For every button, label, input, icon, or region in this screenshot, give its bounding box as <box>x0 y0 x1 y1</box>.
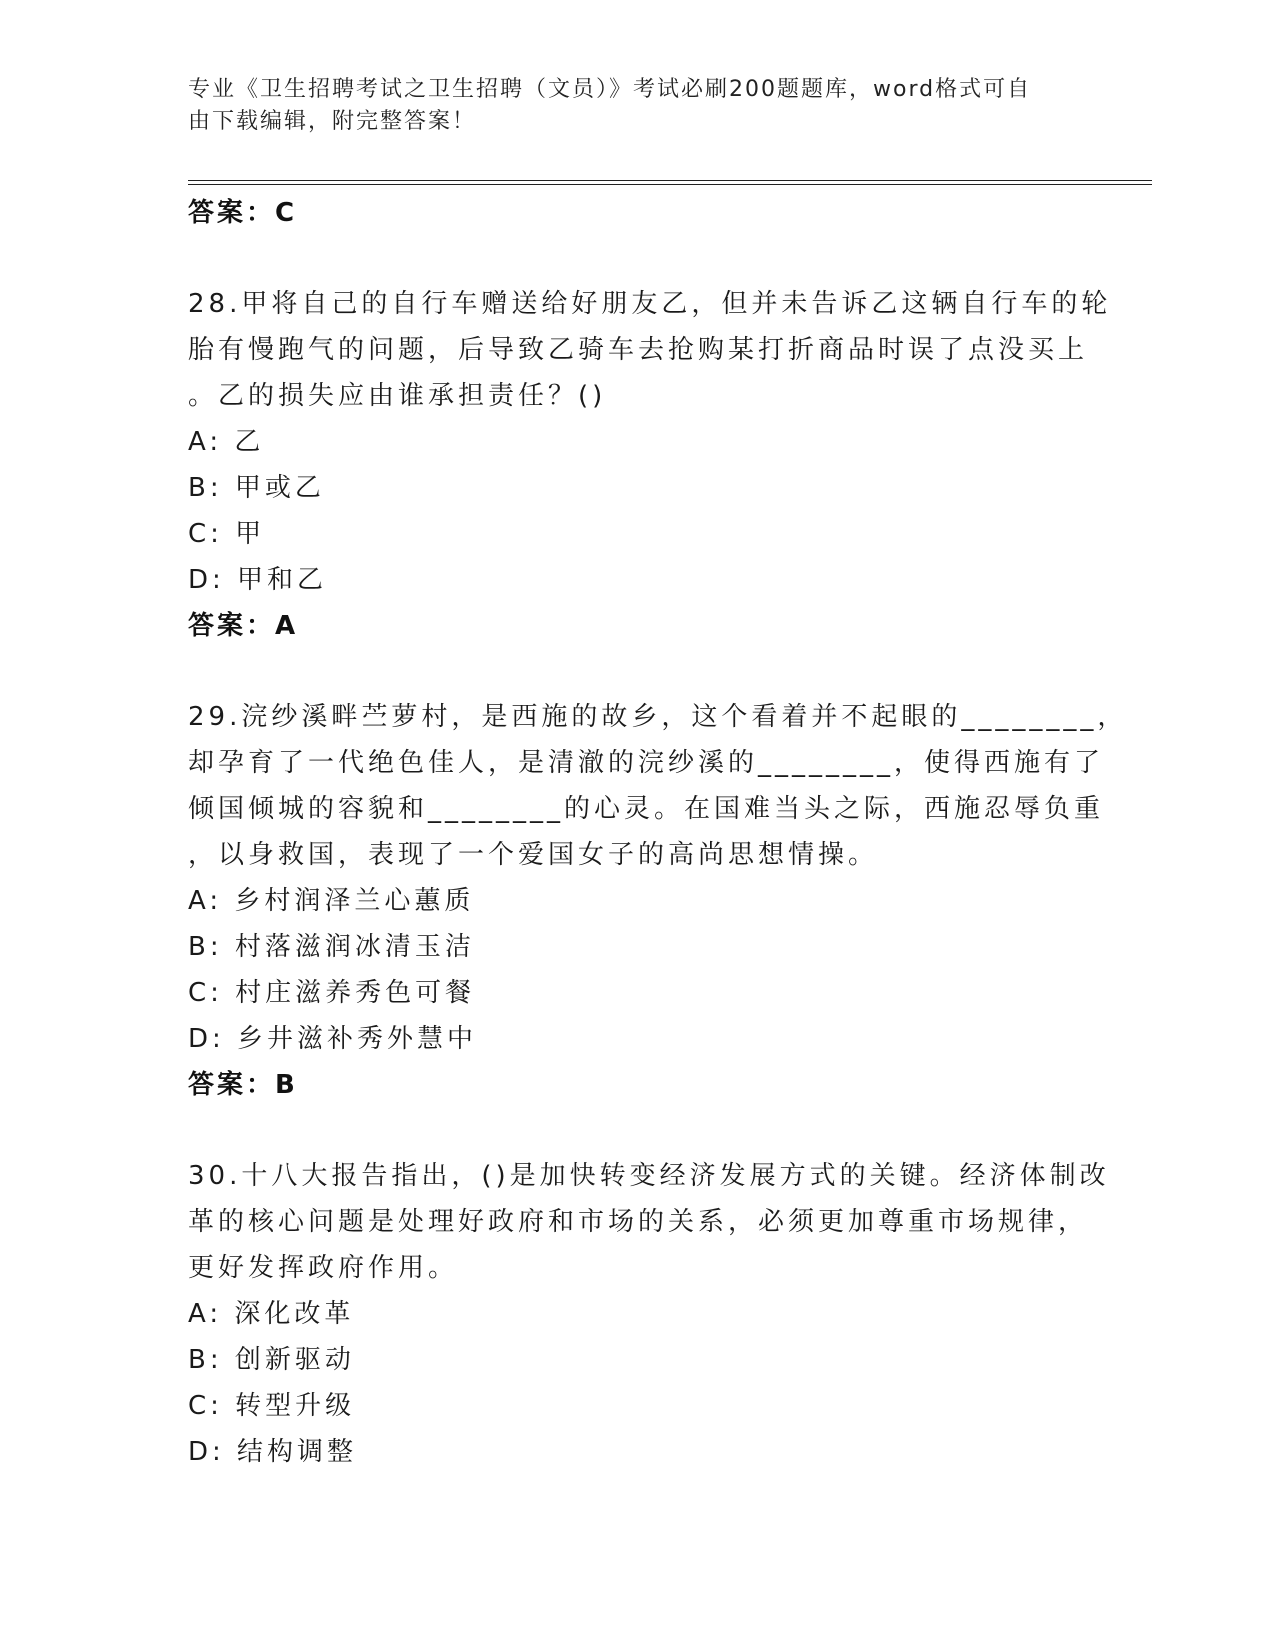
option-c: C: 村庄滋养秀色可餐 <box>188 978 476 1008</box>
option-a: A: 乙 <box>188 427 265 457</box>
spacer <box>188 649 1078 694</box>
option-a: A: 乡村润泽兰心蕙质 <box>188 886 475 916</box>
document-header <box>188 74 1068 138</box>
spacer <box>188 1108 1078 1153</box>
question-28 <box>188 281 1112 649</box>
option-b: B: 创新驱动 <box>188 1345 355 1375</box>
header-line-2: 由下载编辑，附完整答案！ <box>188 109 477 134</box>
option-b: B: 甲或乙 <box>188 473 325 503</box>
option-a: A: 深化改革 <box>188 1299 355 1329</box>
answer: 答案：A <box>188 611 299 641</box>
option-d: D: 结构调整 <box>188 1437 358 1467</box>
question-text-line: 更好发挥政府作用。 <box>188 1253 459 1283</box>
option-b: B: 村落滋润冰清玉洁 <box>188 932 475 962</box>
header-divider-top <box>188 180 1152 181</box>
question-text-line: 却孕育了一代绝色佳人，是清澈的浣纱溪的________，使得西施有了 <box>188 748 1105 778</box>
option-c: C: 转型升级 <box>188 1391 356 1421</box>
question-30 <box>188 1153 1110 1475</box>
question-text-line: ，以身救国，表现了一个爱国女子的高尚思想情操。 <box>188 840 879 870</box>
question-text-line: 28.甲将自己的自行车赠送给好朋友乙，但并未告诉乙这辆自行车的轮 <box>188 289 1112 319</box>
option-d: D: 乡井滋补秀外慧中 <box>188 1024 478 1054</box>
previous-answer: 答案：C <box>188 198 298 228</box>
question-text-line: 29.浣纱溪畔苎萝村，是西施的故乡，这个看着并不起眼的________， <box>188 702 1128 732</box>
spacer <box>188 236 1078 281</box>
question-text-line: 胎有慢跑气的问题，后导致乙骑车去抢购某打折商品时误了点没买上 <box>188 335 1089 365</box>
question-content <box>188 190 1128 1475</box>
header-divider-bottom <box>188 184 1152 185</box>
option-d: D: 甲和乙 <box>188 565 328 595</box>
option-c: C: 甲 <box>188 519 266 549</box>
header-line-1: 专业《卫生招聘考试之卫生招聘（文员）》考试必刷200题题库，word格式可自 <box>188 77 1032 102</box>
answer: 答案：B <box>188 1070 298 1100</box>
question-29 <box>188 694 1128 1108</box>
question-text-line: 。乙的损失应由谁承担责任？() <box>188 381 607 411</box>
question-text-line: 革的核心问题是处理好政府和市场的关系，必须更加尊重市场规律， <box>188 1207 1089 1237</box>
question-text-line: 倾国倾城的容貌和________的心灵。在国难当头之际，西施忍辱负重 <box>188 794 1105 824</box>
question-text-line: 30.十八大报告指出，()是加快转变经济发展方式的关键。经济体制改 <box>188 1161 1110 1191</box>
